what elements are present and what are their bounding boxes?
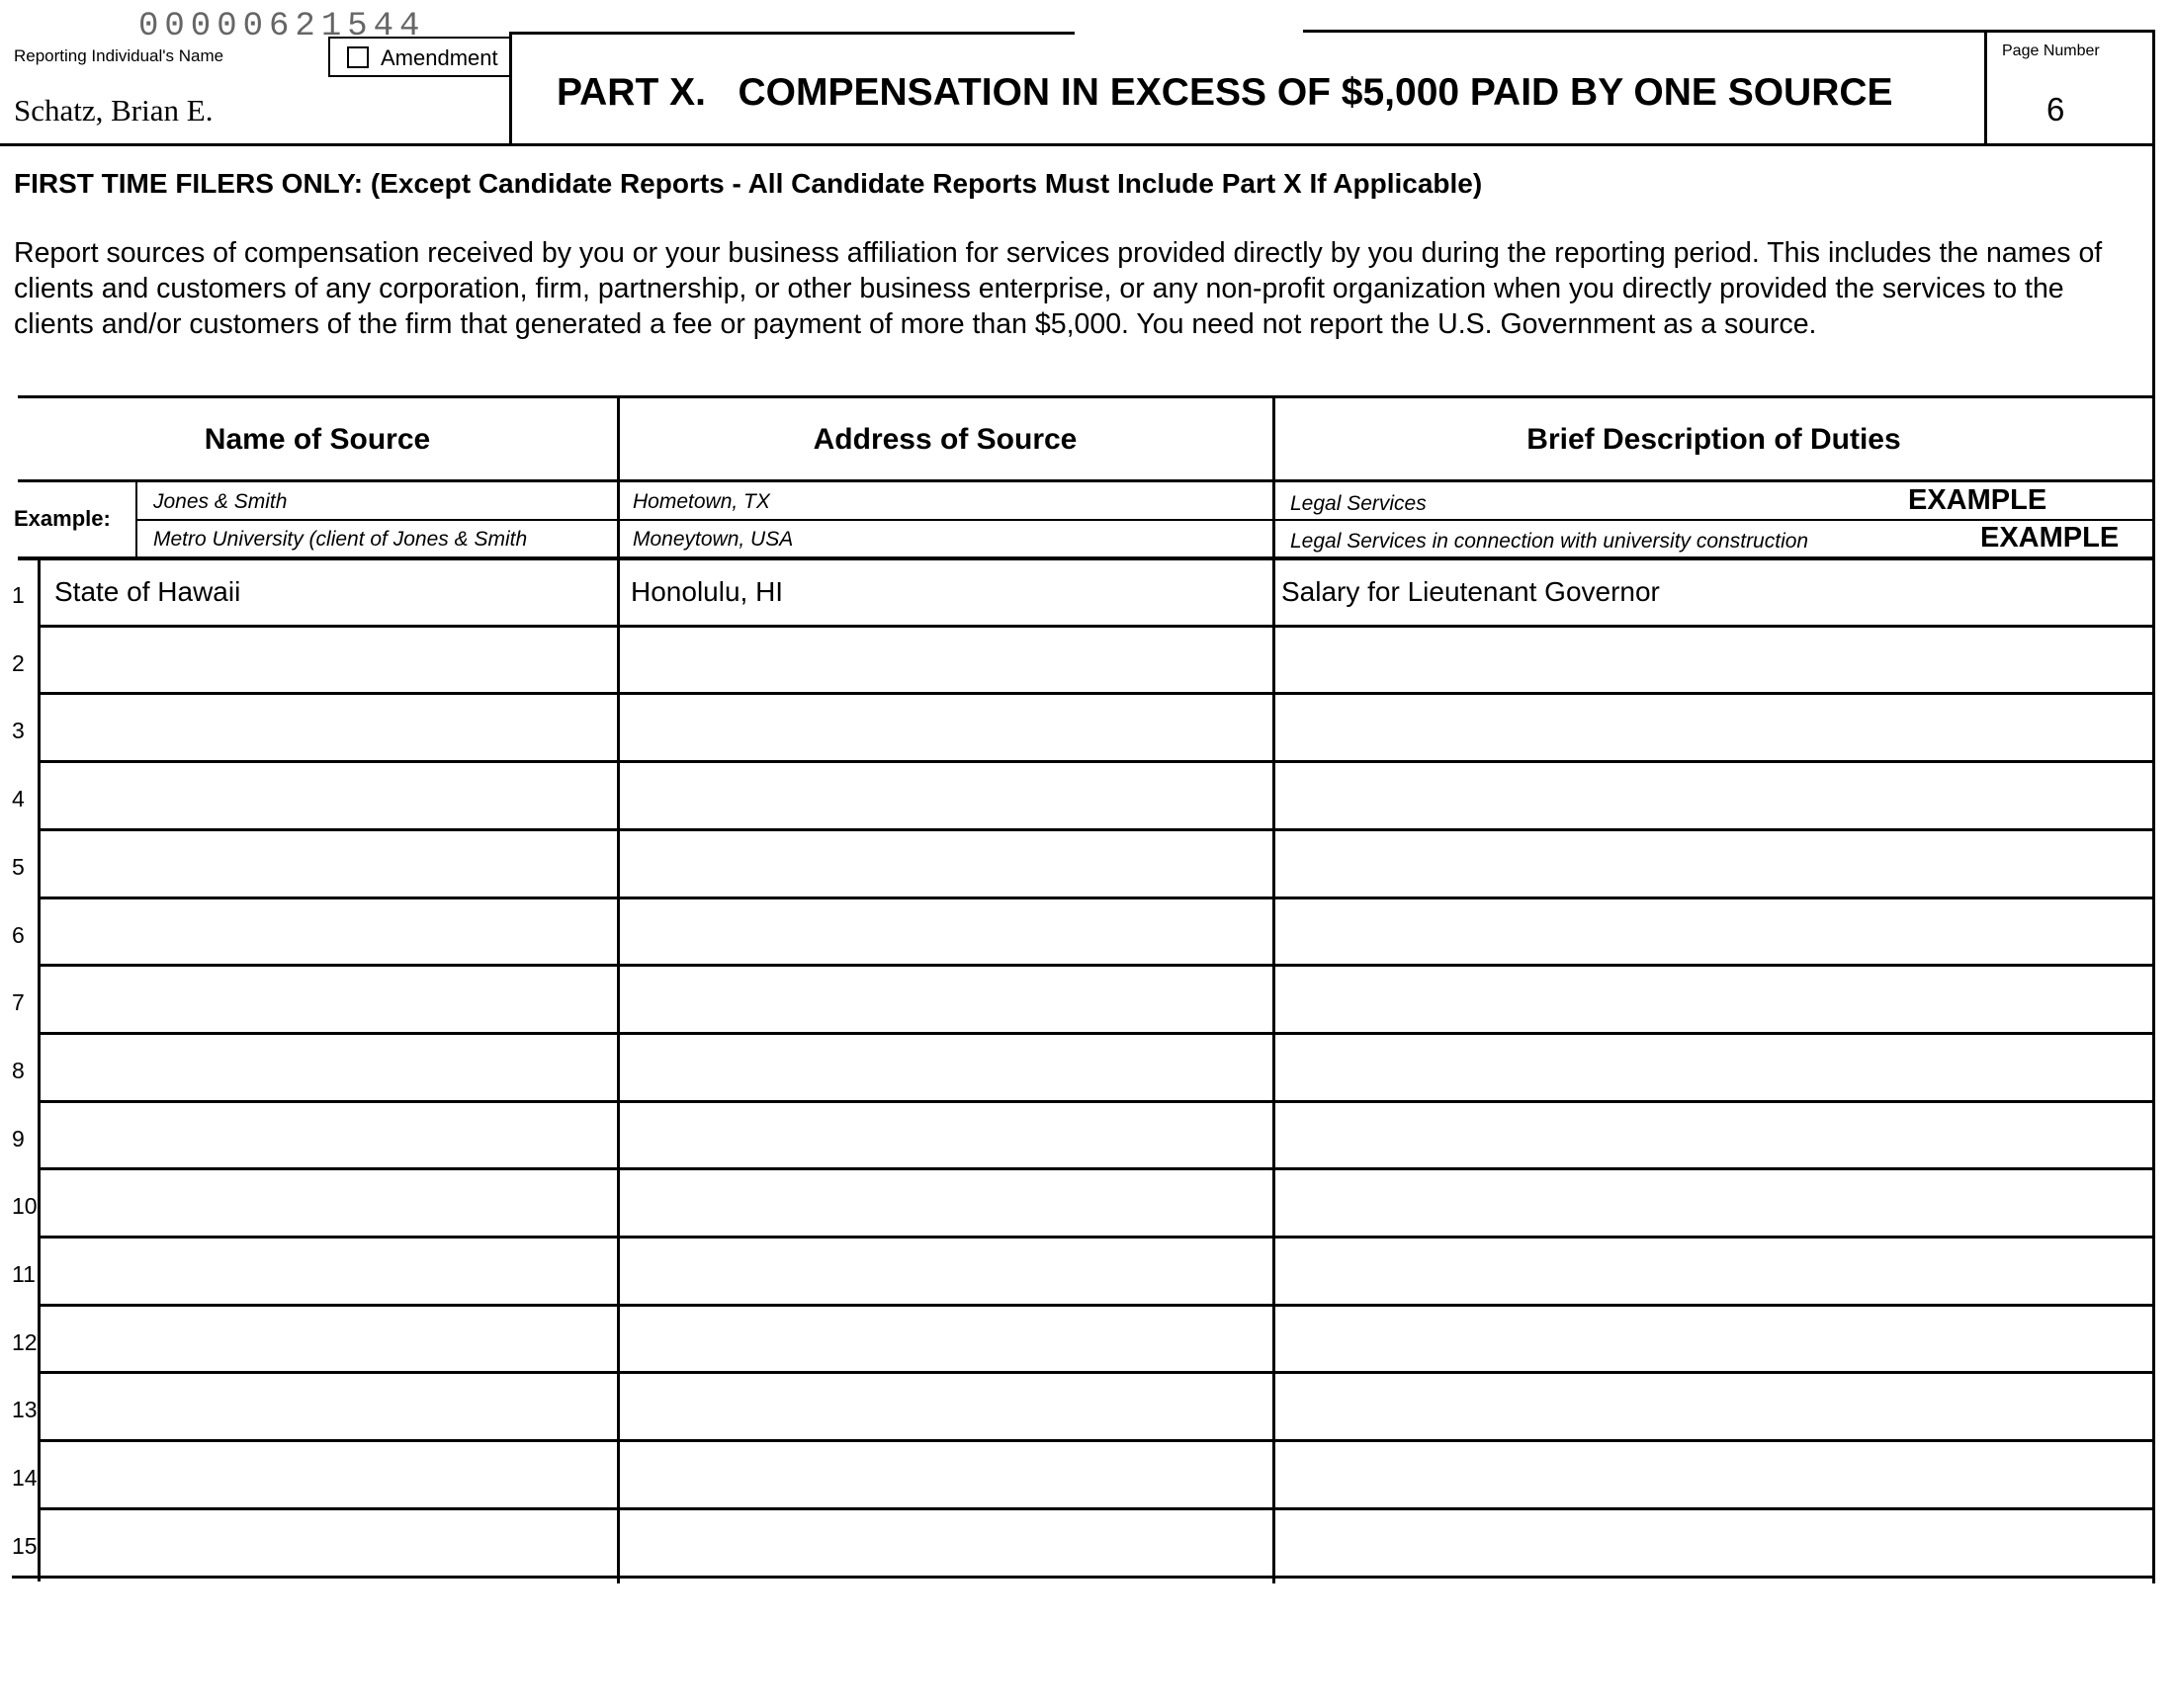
- individual-name: Schatz, Brian E.: [14, 93, 214, 128]
- header-top-rule-left: [509, 32, 1075, 35]
- example-1-tag: EXAMPLE: [1908, 484, 2047, 516]
- first-time-filers-heading: FIRST TIME FILERS ONLY: (Except Candidate Reports - All Candidate Reports Must Include Part X If Applicable): [14, 168, 1483, 199]
- row-rule: [38, 760, 2155, 763]
- row-rule: [12, 1576, 2155, 1579]
- row-number: 15: [12, 1532, 38, 1559]
- row-number-border: [38, 558, 41, 1581]
- header-bottom-rule: [0, 143, 2155, 146]
- row-number: 3: [12, 718, 25, 744]
- column-divider-1: [617, 395, 620, 1583]
- table-top-rule: [18, 395, 2155, 398]
- row-rule: [38, 828, 2155, 831]
- row-rule: [38, 1167, 2155, 1170]
- row-number: 11: [12, 1261, 36, 1287]
- example-mid-rule: [136, 519, 2155, 521]
- form-right-border: [2152, 30, 2155, 1583]
- example-2-tag: EXAMPLE: [1980, 522, 2120, 554]
- column-header-address: Address of Source: [813, 423, 1078, 456]
- row-number: 10: [12, 1193, 38, 1220]
- header-divider-page: [1984, 30, 1987, 146]
- document-stamp-number: 00000621544: [138, 8, 426, 45]
- row-rule: [38, 964, 2155, 967]
- example-1-name: Jones & Smith: [153, 490, 288, 513]
- row-number: 6: [12, 921, 25, 948]
- row-number: 2: [12, 649, 25, 676]
- example-2-name: Metro University (client of Jones & Smith: [153, 528, 528, 551]
- example-1-address: Hometown, TX: [633, 490, 770, 513]
- page-number: 6: [2046, 91, 2065, 128]
- row-rule: [38, 1304, 2155, 1307]
- column-divider-2: [1272, 395, 1275, 1583]
- row-number: 9: [12, 1125, 25, 1152]
- row-number: 5: [12, 853, 25, 880]
- row-number: 7: [12, 989, 25, 1016]
- amendment-checkbox[interactable]: [347, 46, 369, 68]
- row-address-cell[interactable]: Honolulu, HI: [631, 576, 784, 607]
- row-number: 1: [12, 582, 25, 608]
- row-rule: [38, 692, 2155, 695]
- row-number: 14: [12, 1465, 38, 1492]
- row-duties-cell[interactable]: Salary for Lieutenant Governor: [1281, 576, 1660, 607]
- row-rule: [38, 1439, 2155, 1442]
- row-number: 4: [12, 786, 25, 812]
- header-top-rule-right: [1303, 30, 2155, 33]
- column-header-duties: Brief Description of Duties: [1526, 423, 1901, 456]
- row-number: 8: [12, 1057, 25, 1083]
- row-rule: [38, 1100, 2155, 1103]
- row-number: 13: [12, 1397, 38, 1423]
- row-rule: [38, 897, 2155, 899]
- example-bottom-rule: [18, 556, 2155, 560]
- column-header-name: Name of Source: [204, 423, 431, 456]
- row-rule: [38, 1371, 2155, 1374]
- example-label: Example:: [14, 506, 111, 531]
- row-rule: [38, 1507, 2155, 1510]
- example-top-rule: [18, 479, 2155, 482]
- reporting-individual-label: Reporting Individual's Name: [14, 46, 224, 65]
- row-rule: [38, 625, 2155, 628]
- example-2-duties: Legal Services in connection with university construction: [1290, 530, 1809, 553]
- row-rule: [38, 1032, 2155, 1035]
- example-2-address: Moneytown, USA: [633, 528, 794, 551]
- example-label-divider: [135, 481, 137, 558]
- row-name-cell[interactable]: State of Hawaii: [54, 576, 241, 607]
- instructions-paragraph: Report sources of compensation received by you or your business affiliation for services provided directly by you during the reporting period. This includes the names of clients and customers of any corporation, firm, partnership, or other business enterprise, or any non-profit organization when you directly provided the services to the clients and/or customers of the firm that generated a fee or payment of more than $5,000. You need not report the U.S. Government as a source.: [14, 237, 2103, 340]
- row-number: 12: [12, 1328, 38, 1355]
- example-1-duties: Legal Services: [1290, 492, 1427, 515]
- row-rule: [38, 1236, 2155, 1238]
- amendment-label: Amendment: [381, 45, 498, 70]
- page-title: PART X. COMPENSATION IN EXCESS OF $5,000 PAID BY ONE SOURCE: [557, 71, 1893, 114]
- page-number-label: Page Number: [2002, 43, 2100, 59]
